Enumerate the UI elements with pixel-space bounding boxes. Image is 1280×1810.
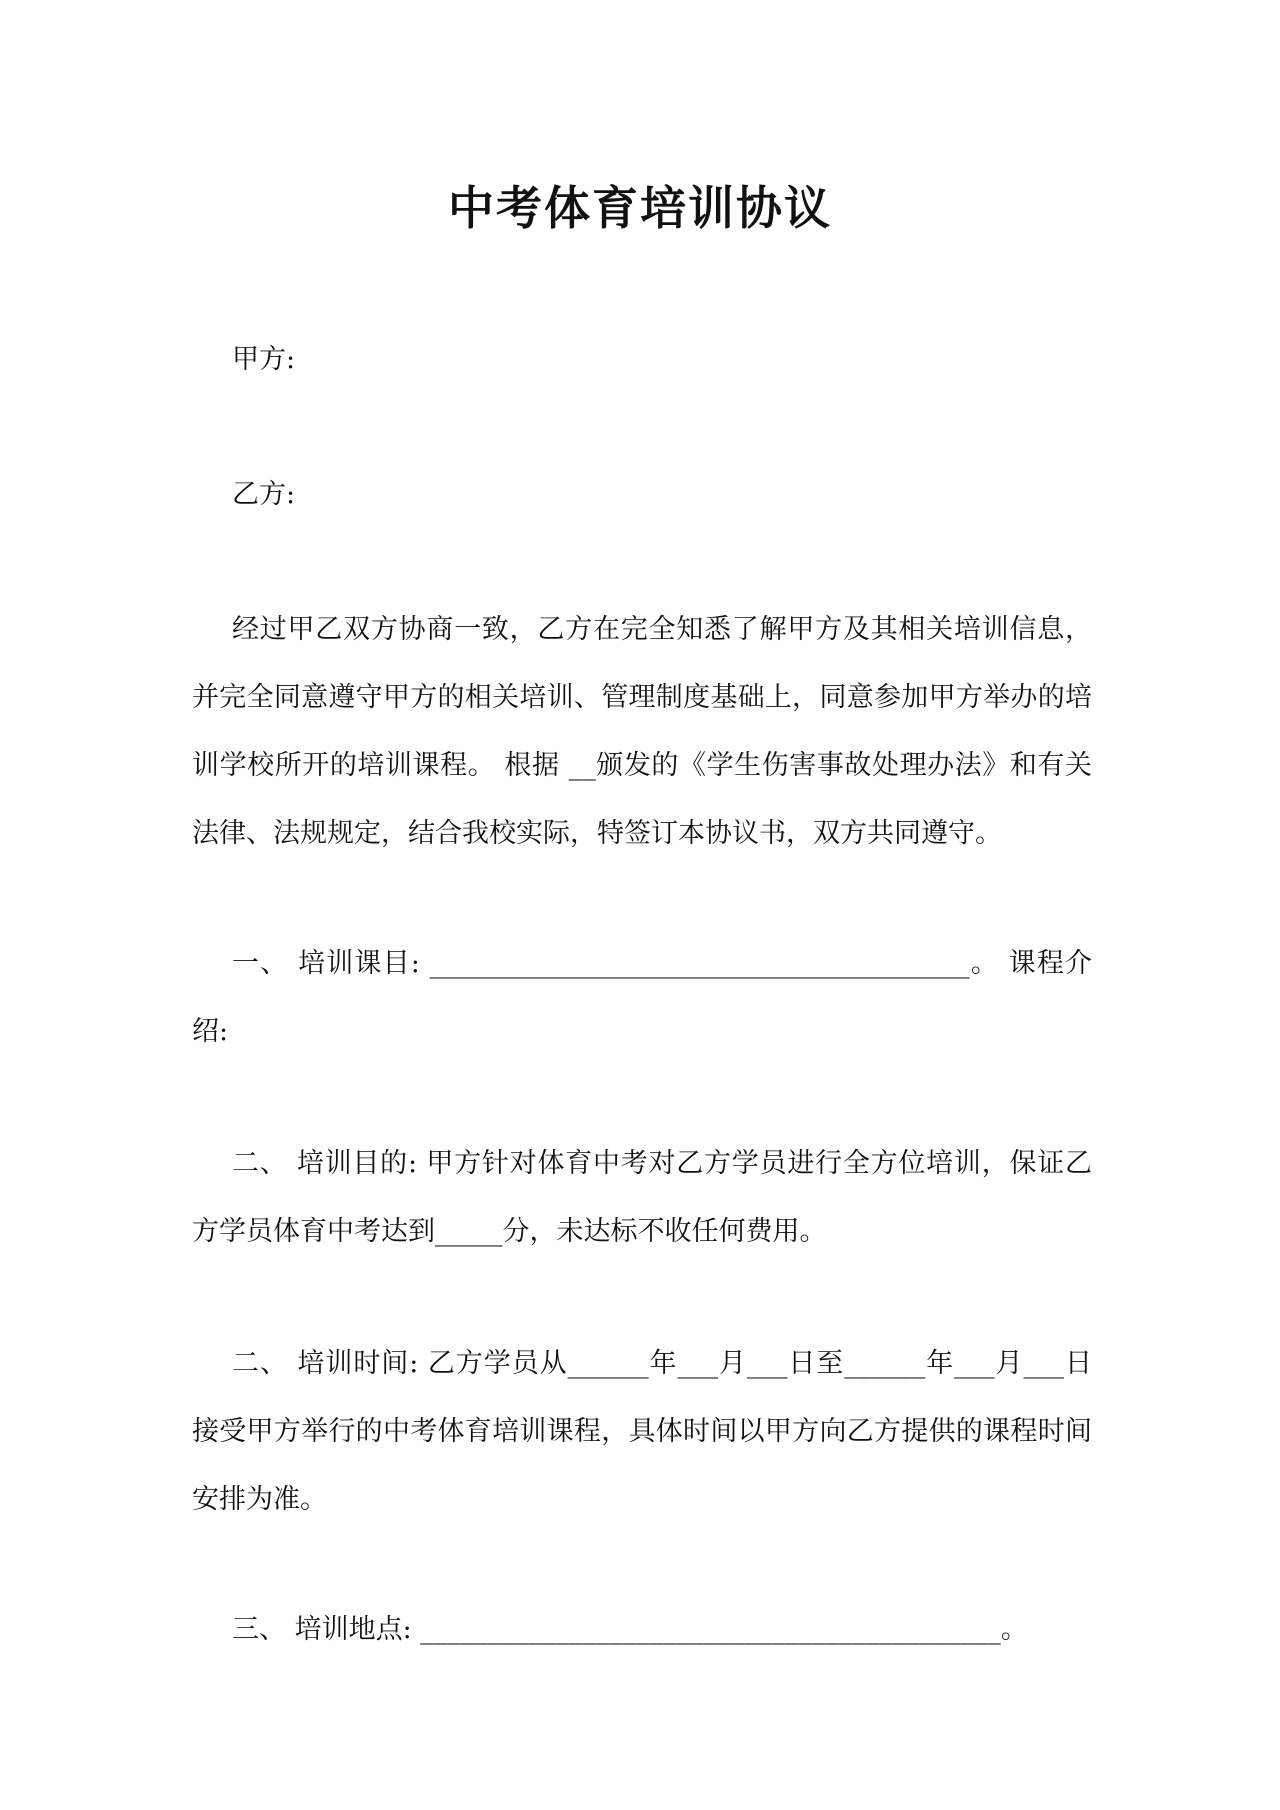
section-training-subject: 一、 培训课目: ________________________________________。 课程介绍: bbox=[192, 948, 1092, 1047]
party-b-label: 乙方: bbox=[232, 479, 296, 510]
section-training-location: 三、 培训地点: ___________________________________________。 bbox=[232, 1614, 1028, 1645]
document-title: 中考体育培训协议 bbox=[448, 181, 832, 235]
party-a-label: 甲方: bbox=[232, 344, 296, 375]
intro-paragraph: 经过甲乙双方协商一致，乙方在完全知悉了解甲方及其相关培训信息，并完全同意遵守甲方的相关培训、管理制度基础上，同意参加甲方举办的培训学校所开的培训课程。 根据 __颁发的《学生伤害事故处理办法》和有关法律、法规规定，结合我校实际，特签订本协议书，双方共同遵守。 bbox=[192, 614, 1092, 849]
section-training-time: 二、 培训时间: 乙方学员从______年___月___日至______年___月___日接受甲方举行的中考体育培训课程，具体时间以甲方向乙方提供的课程时间安排为准。 bbox=[192, 1348, 1092, 1515]
section-training-purpose: 二、 培训目的: 甲方针对体育中考对乙方学员进行全方位培训，保证乙方学员体育中考达到_____分，未达标不收任何费用。 bbox=[192, 1148, 1092, 1247]
